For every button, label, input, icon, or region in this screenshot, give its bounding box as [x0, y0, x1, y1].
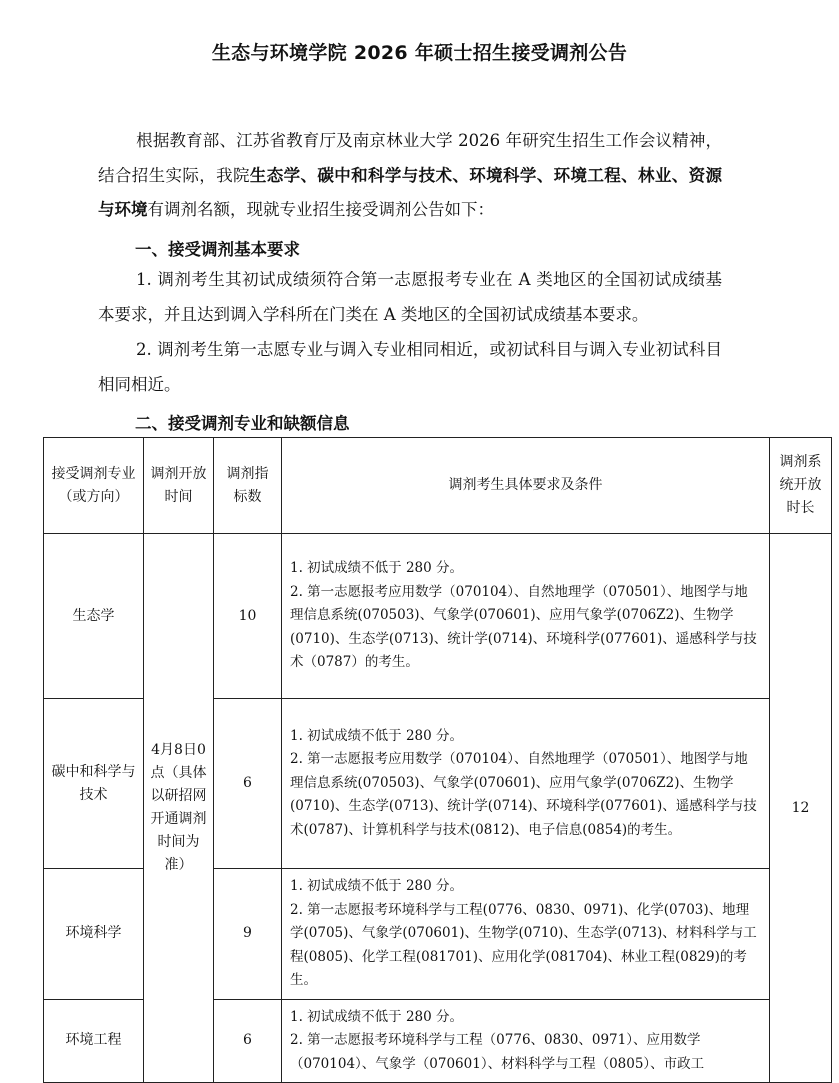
table-header-row	[44, 438, 832, 534]
row-quota: 9	[214, 869, 282, 1000]
row-major: 环境科学	[44, 869, 144, 1000]
row-quota: 6	[214, 699, 282, 869]
row-requirements: 1. 初试成绩不低于 280 分。 2. 第一志愿报考环境科学与工程（0776、0830、0971）、应用数学（070104）、气象学（070601）、材料科学与工程（0805）、市政工	[282, 999, 770, 1083]
row-quota: 10	[214, 534, 282, 699]
requirement-item-2: 2. 调剂考生第一志愿专业与调入专业相同相近，或初试科目与调入专业初试科目相同相近。	[98, 340, 722, 394]
table-row	[44, 534, 832, 699]
section1-heading: 一、接受调剂基本要求	[135, 240, 300, 259]
header-quota: 调剂指标数	[214, 438, 282, 534]
intro-majors: 生态学、碳中和科学与技术、环境科学、环境工程、林业、资源与环境	[98, 165, 722, 219]
header-requirements: 调剂考生具体要求及条件	[282, 438, 770, 534]
requirement-item-1: 1. 调剂考生其初试成绩须符合第一志愿报考专业在 A 类地区的全国初试成绩基本要求，并且达到调入学科所在门类在 A 类地区的全国初试成绩基本要求。	[98, 270, 722, 324]
header-open-time: 调剂开放时间	[144, 438, 214, 534]
row-requirements: 1. 初试成绩不低于 280 分。 2. 第一志愿报考应用数学（070104）、自然地理学（070501）、地图学与地理信息系统(070503)、气象学(070601)、应用气象学(0706Z2)、生物学(0710)、生态学(0713)、统计学(0714)、环境科学(077601)、遥感科学与技术（0787）的考生。	[282, 534, 770, 699]
quota-table	[43, 437, 832, 1083]
row-major: 生态学	[44, 534, 144, 699]
row-quota: 6	[214, 999, 282, 1083]
duration-cell: 12	[770, 534, 832, 1083]
row-requirements: 1. 初试成绩不低于 280 分。 2. 第一志愿报考应用数学（070104）、自然地理学（070501）、地图学与地理信息系统(070503)、气象学(070601)、应用气象学(0706Z2)、生物学(0710)、生态学(0713)、统计学(0714)、环境科学(077601)、遥感科学与技术(0787)、计算机科学与技术(0812)、电子信息(0854)的考生。	[282, 699, 770, 869]
row-major: 碳中和科学与技术	[44, 699, 144, 869]
row-major: 环境工程	[44, 999, 144, 1083]
header-duration: 调剂系统开放时长	[770, 438, 832, 534]
header-major: 接受调剂专业（或方向）	[44, 438, 144, 534]
intro-paragraph	[98, 124, 722, 228]
intro-text-2: 有调剂名额，现就专业招生接受调剂公告如下：	[147, 200, 494, 219]
intro-text-1: 根据教育部、江苏省教育厅及南京林业大学 2026 年研究生招生工作会议精神，结合招生实际，我院	[98, 131, 722, 185]
row-requirements: 1. 初试成绩不低于 280 分。 2. 第一志愿报考环境科学与工程(0776、0830、0971)、化学(0703)、地理学(0705)、气象学(070601)、生物学(0710)、生态学(0713)、材料科学与工程(0805)、化学工程(081701)、应用化学(081704)、林业工程(0829)的考生。	[282, 869, 770, 1000]
page-title: 生态与环境学院 2026 年硕士招生接受调剂公告	[211, 42, 628, 64]
open-time-cell: 4月8日0点（具体以研招网开通调剂时间为准）	[144, 534, 214, 1083]
section2-heading: 二、接受调剂专业和缺额信息	[135, 414, 350, 433]
